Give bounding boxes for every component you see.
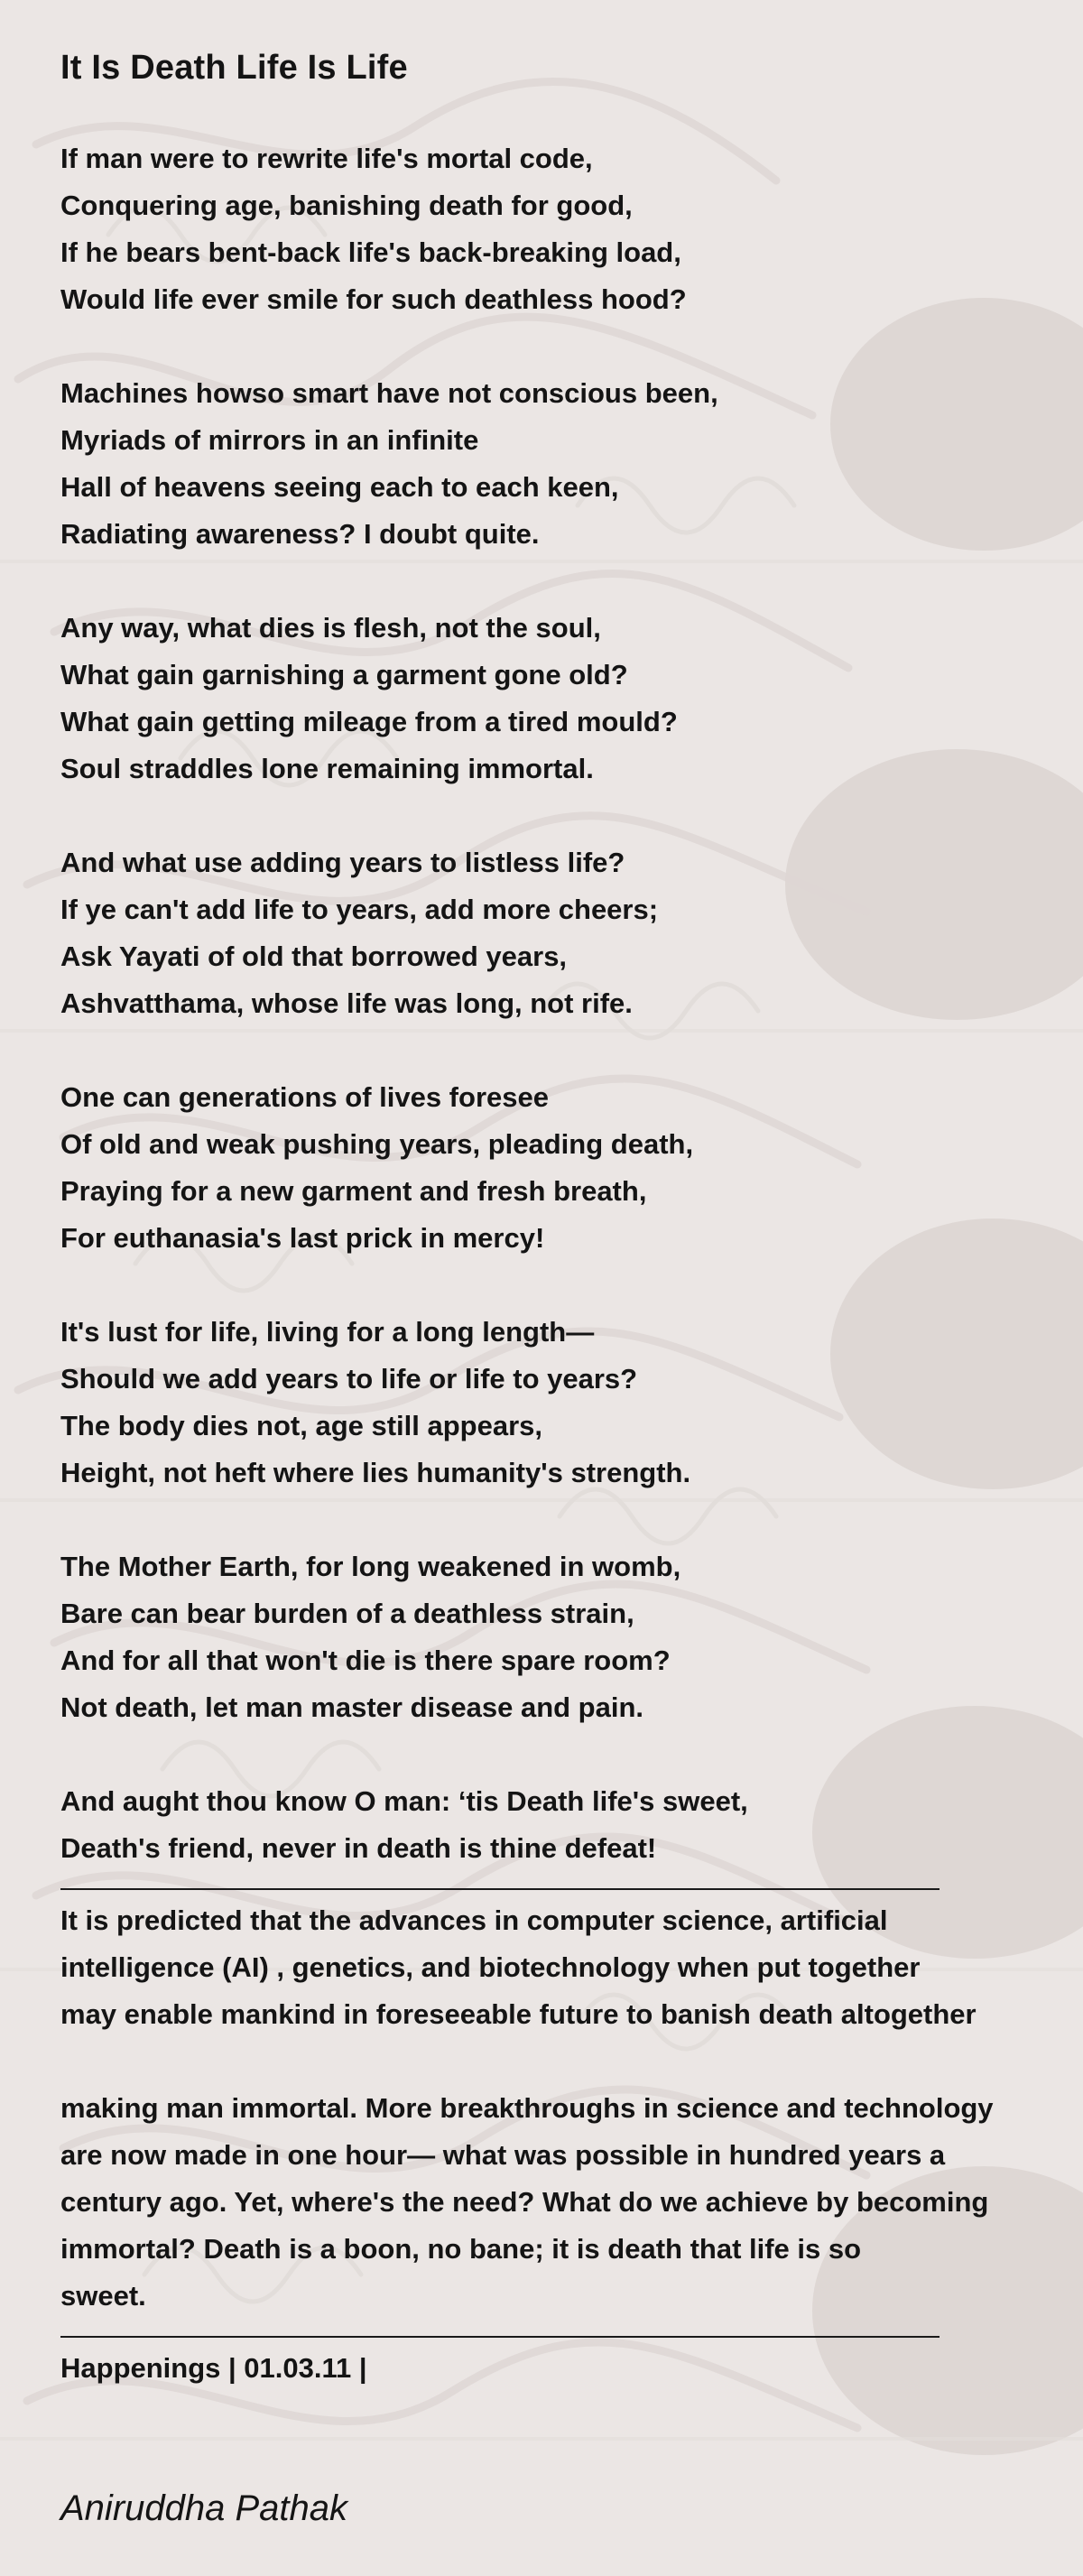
stanza-gap <box>60 558 1035 605</box>
poem-line: Conquering age, banishing death for good, <box>60 190 633 221</box>
poem-line: Not death, let man master disease and pain. <box>60 1691 644 1723</box>
stanza-5 <box>60 1074 1035 1262</box>
note-line: sweet. <box>60 2280 146 2312</box>
poem-line: One can generations of lives foresee <box>60 1081 549 1113</box>
stanza-gap <box>60 1262 1035 1309</box>
note-line: immortal? Death is a boon, no bane; it is death that life is so <box>60 2233 862 2265</box>
divider-rule <box>60 1888 940 1890</box>
poem-line: Machines howso smart have not conscious been, <box>60 377 718 409</box>
stanza-8 <box>60 1778 1035 1872</box>
paragraph-gap <box>60 2038 1035 2085</box>
poem-body <box>60 135 1035 2392</box>
divider-rule <box>60 2336 940 2338</box>
note-line: making man immortal. More breakthroughs in science and technology <box>60 2092 994 2124</box>
note-line: intelligence (AI) , genetics, and biotechnology when put together <box>60 1951 921 1983</box>
poem-line: And aught thou know O man: ‘tis Death life's sweet, <box>60 1785 748 1817</box>
poem-line: The body dies not, age still appears, <box>60 1410 543 1441</box>
poem-line: Hall of heavens seeing each to each keen, <box>60 471 619 503</box>
poem-line: Bare can bear burden of a deathless strain, <box>60 1598 634 1629</box>
poem-line: If he bears bent-back life's back-breaking load, <box>60 236 681 268</box>
poem-line: What gain garnishing a garment gone old? <box>60 659 628 690</box>
poem-line: And what use adding years to listless life? <box>60 847 625 878</box>
author-name[interactable]: Aniruddha Pathak <box>60 2488 348 2528</box>
stanza-7 <box>60 1543 1035 1731</box>
stanza-2 <box>60 370 1035 558</box>
note-line: It is predicted that the advances in computer science, artificial <box>60 1904 888 1936</box>
poem-line: Ask Yayati of old that borrowed years, <box>60 941 568 972</box>
poem-line: Of old and weak pushing years, pleading death, <box>60 1128 694 1160</box>
poem-line: For euthanasia's last prick in mercy! <box>60 1222 545 1254</box>
note-line: are now made in one hour— what was possible in hundred years a <box>60 2139 946 2171</box>
stanza-gap <box>60 792 1035 839</box>
poem-line: Height, not heft where lies humanity's strength. <box>60 1457 691 1488</box>
poem-line: Death's friend, never in death is thine defeat! <box>60 1832 657 1864</box>
stanza-4 <box>60 839 1035 1027</box>
poem-line: Should we add years to life or life to years? <box>60 1363 638 1395</box>
stanza-gap <box>60 1731 1035 1778</box>
poem-line: Soul straddles lone remaining immortal. <box>60 753 594 784</box>
stanza-6 <box>60 1309 1035 1496</box>
poem-line: The Mother Earth, for long weakened in womb, <box>60 1551 681 1582</box>
poem-line: Would life ever smile for such deathless hood? <box>60 283 687 315</box>
footer-dateline: Happenings | 01.03.11 | <box>60 2352 367 2384</box>
poem-line: If man were to rewrite life's mortal code, <box>60 143 593 174</box>
stanza-gap <box>60 1027 1035 1074</box>
poem-line: What gain getting mileage from a tired mould? <box>60 706 678 737</box>
poem-line: It's lust for life, living for a long length— <box>60 1316 595 1348</box>
note-line: may enable mankind in foreseeable future to banish death altogether <box>60 1998 977 2030</box>
stanza-gap <box>60 323 1035 370</box>
stanza-3 <box>60 605 1035 792</box>
poem-title: It Is Death Life Is Life <box>60 49 408 87</box>
stanza-1 <box>60 135 1035 323</box>
author-note <box>60 1897 1035 2320</box>
stanza-gap <box>60 1496 1035 1543</box>
poem-line: Myriads of mirrors in an infinite <box>60 424 479 456</box>
note-line: century ago. Yet, where's the need? What do we achieve by becoming <box>60 2186 989 2218</box>
poem-line: Praying for a new garment and fresh breath, <box>60 1175 647 1207</box>
poem-line: And for all that won't die is there spare room? <box>60 1645 671 1676</box>
poem-line: If ye can't add life to years, add more cheers; <box>60 894 659 925</box>
poem-line: Ashvatthama, whose life was long, not rife. <box>60 987 633 1019</box>
poem-line: Any way, what dies is flesh, not the soul, <box>60 612 601 644</box>
poem-line: Radiating awareness? I doubt quite. <box>60 518 540 550</box>
